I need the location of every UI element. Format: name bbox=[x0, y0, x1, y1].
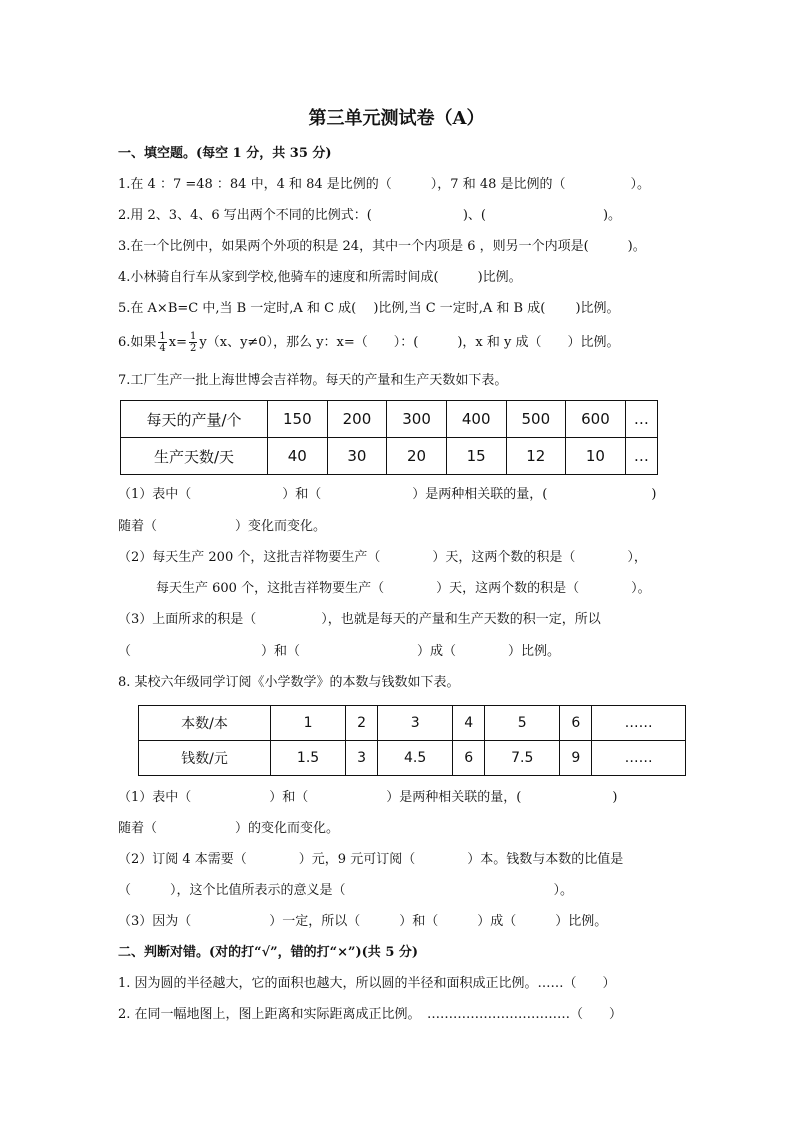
table-row-header: 钱数/元 bbox=[139, 741, 271, 776]
table-cell: 40 bbox=[268, 438, 328, 475]
table-cell: 20 bbox=[387, 438, 447, 475]
table-cell: 600 bbox=[566, 401, 626, 438]
table-cell: 6 bbox=[453, 741, 485, 776]
table-row-header: 本数/本 bbox=[139, 706, 271, 741]
table-cell: 6 bbox=[560, 706, 592, 741]
table-cell: 1.5 bbox=[271, 741, 346, 776]
q6-suffix: y（x、y≠0），那么 y：x=（ ）：( )，x 和 y 成（ ）比例。 bbox=[199, 335, 620, 350]
question-1-6 bbox=[118, 330, 620, 356]
question-1-2: 2.用 2、3、4、6 写出两个不同的比例式：( )、( )。 bbox=[118, 208, 622, 223]
page-title: 第三单元测试卷（A） bbox=[308, 108, 485, 129]
table-row bbox=[139, 706, 686, 741]
fraction-one-half bbox=[189, 331, 197, 354]
table-cell: 7.5 bbox=[485, 741, 560, 776]
table-row bbox=[121, 438, 658, 475]
table-cell: 3 bbox=[378, 706, 453, 741]
question-1-3: 3.在一个比例中，如果两个外项的积是 24，其中一个内项是 6 ，则另一个内项是( )。 bbox=[118, 239, 646, 254]
q7-part1-line1: （1）表中（ ）和（ ）是两种相关联的量，( ) bbox=[118, 487, 657, 502]
fraction-denominator: 4 bbox=[159, 343, 166, 354]
q7-part3-line1: （3）上面所求的积是（ ），也就是每天的产量和生产天数的积一定，所以 bbox=[118, 612, 601, 627]
table-cell: … bbox=[625, 401, 657, 438]
section-2-heading: 二、判断对错。(对的打“√”，错的打“×”)(共 5 分) bbox=[118, 945, 419, 960]
table-row-header: 生产天数/天 bbox=[121, 438, 268, 475]
q7-part2-line1: （2）每天生产 200 个，这批吉祥物要生产（ ）天，这两个数的积是（ ）， bbox=[118, 550, 647, 565]
table-cell: 15 bbox=[446, 438, 506, 475]
section-1-heading: 一、填空题。(每空 1 分，共 35 分) bbox=[118, 146, 332, 161]
table-cell: 300 bbox=[387, 401, 447, 438]
table-cell: 1 bbox=[271, 706, 346, 741]
question-1-4: 4.小林骑自行车从家到学校,他骑车的速度和所需时间成( )比例。 bbox=[118, 270, 522, 285]
table-cell: … bbox=[625, 438, 657, 475]
fraction-numerator: 1 bbox=[190, 331, 197, 342]
subscription-table bbox=[138, 705, 686, 776]
table-cell: 200 bbox=[327, 401, 387, 438]
q8-part2-line1: （2）订阅 4 本需要（ ）元，9 元可订阅（ ）本。钱数与本数的比值是 bbox=[118, 852, 624, 867]
table-cell: 2 bbox=[346, 706, 378, 741]
question-1-5: 5.在 A×B=C 中,当 B 一定时,A 和 C 成( )比例,当 C 一定时,A 和 B 成( )比例。 bbox=[118, 301, 620, 316]
q8-part1-line2: 随着（ ）的变化而变化。 bbox=[118, 821, 340, 836]
fraction-denominator: 2 bbox=[190, 343, 197, 354]
fraction-numerator: 1 bbox=[159, 331, 166, 342]
table-cell: 150 bbox=[268, 401, 328, 438]
q8-part2-line2: （ ），这个比值所表示的意义是（ ）。 bbox=[118, 883, 574, 898]
table-cell: …… bbox=[592, 741, 686, 776]
table-cell: 3 bbox=[346, 741, 378, 776]
table-cell: 500 bbox=[506, 401, 566, 438]
table-cell: 4 bbox=[453, 706, 485, 741]
question-1-7-stem: 7.工厂生产一批上海世博会吉祥物。每天的产量和生产天数如下表。 bbox=[118, 373, 508, 388]
table-cell: 10 bbox=[566, 438, 626, 475]
table-row bbox=[121, 401, 658, 438]
table-cell: 12 bbox=[506, 438, 566, 475]
q7-part3-line2: （ ）和（ ）成（ ）比例。 bbox=[118, 644, 561, 659]
question-1-8-stem: 8. 某校六年级同学订阅《小学数学》的本数与钱数如下表。 bbox=[118, 675, 460, 690]
question-2-1: 1. 因为圆的半径越大，它的面积也越大，所以圆的半径和面积成正比例。……（ ） bbox=[118, 976, 616, 991]
question-1-1: 1.在 4 ：7 =48 ：84 中，4 和 84 是比例的（ ），7 和 48 是比例的（ ）。 bbox=[118, 177, 651, 192]
table-row bbox=[139, 741, 686, 776]
q7-part2-line2: 每天生产 600 个，这批吉祥物要生产（ ）天，这两个数的积是（ ）。 bbox=[156, 581, 651, 596]
table-row-header: 每天的产量/个 bbox=[121, 401, 268, 438]
table-cell: 400 bbox=[446, 401, 506, 438]
table-cell: 9 bbox=[560, 741, 592, 776]
table-cell: 4.5 bbox=[378, 741, 453, 776]
table-cell: 30 bbox=[327, 438, 387, 475]
q6-mid: x= bbox=[168, 335, 188, 350]
fraction-one-quarter bbox=[158, 331, 166, 354]
q8-part1-line1: （1）表中（ ）和（ ）是两种相关联的量，( ) bbox=[118, 790, 618, 805]
table-cell: 5 bbox=[485, 706, 560, 741]
production-table bbox=[120, 400, 658, 475]
q6-prefix: 6.如果 bbox=[118, 335, 157, 350]
q8-part3-line1: （3）因为（ ）一定，所以（ ）和（ ）成（ ）比例。 bbox=[118, 914, 608, 929]
q7-part1-line2: 随着（ ）变化而变化。 bbox=[118, 519, 327, 534]
table-cell: …… bbox=[592, 706, 686, 741]
question-2-2: 2. 在同一幅地图上，图上距离和实际距离成正比例。 ……………………………（ ） bbox=[118, 1007, 623, 1022]
